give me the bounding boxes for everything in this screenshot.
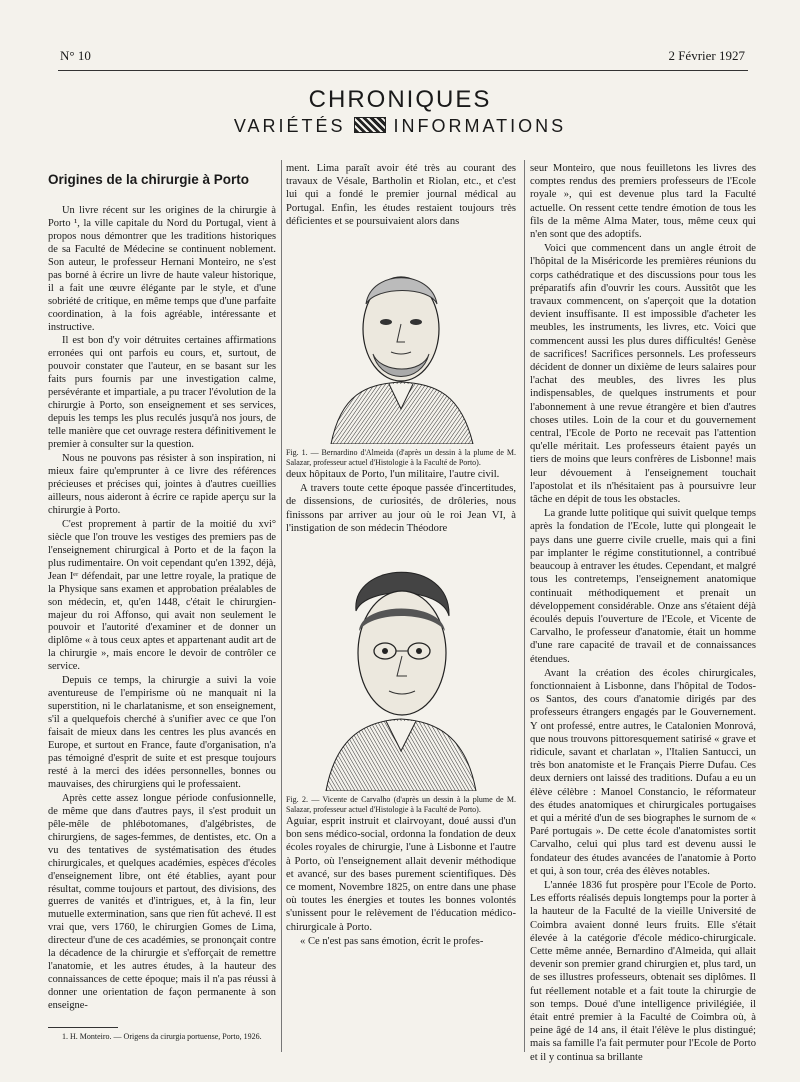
column-2 (286, 162, 516, 949)
paragraph: A travers toute cette époque passée d'incertitudes, de dissensions, de curiosités, de drôleries, nous finissons par arriver au jour où le roi Jean VI, à l'instigation de son médecin Théodore (286, 483, 516, 534)
paragraph: C'est proprement à partir de la moitié du xvi° siècle que l'on trouve les vestiges des premiers pas de l'enseignement chirurgical à Porto et de la façon la plus rudimentaire. On voit cependant qu'en 1392, déjà, Jean Iᵉʳ défendait, par une lettre royale, la pratique de la Physique sans examen et approbation préalables de son médecin, et, qu'en 1448, c'était le chirurgien-majeur du roi Affonso, qui avait non seulement le pouvoir et l'autorité d'examiner et de donner un diplôme « à tous ceux aptes et appartenant audit art de la chirurgie », mais encore le devoir de contrôler ce service. (48, 518, 276, 673)
paragraph: Avant la création des écoles chirurgicales, fonctionnaient à Lisbonne, dans l'hôpital de Todos-os Santos, des cours d'anatomie dirigés par des professeurs étrangers engagés par le Gouvernement. Y ont professé, entre autres, le Catalonien Monrová, que nous trouvons pittoresquement satirisé « grave et ridicule, savant et charlatan », l'Italien Santucci, un très bon anatomiste et le Français Pierre Dufau. Ces deux derniers ont laissé des traditions. Dufau a eu un élève célèbre : Manoel Constancio, le réformateur des études anatomiques et chirurgicales portugaises et qui a mérité d'un de ses biographes le surnom de « Paré portugais ». De cette école d'anatomistes sortit Carvalho, celui qui plus tard est devenu aussi le fondateur des études avancées de l'anatomie à Porto et qui, à son tour, créa des élèves notables. (530, 667, 756, 877)
paragraph: ment. Lima paraît avoir été très au courant des travaux de Vésale, Bartholin et Riolan, etc., et c'est lui qui a fondé le premier journal médical au Portugal. Enfin, les études restaient toujours très déficientes et se poursuivaient alors dans (286, 163, 516, 227)
portrait-almeida (311, 234, 491, 444)
portrait-carvalho-drawing (311, 541, 491, 791)
ornament-icon (354, 117, 386, 133)
paragraph: Voici que commencent dans un angle étroit de l'hôpital de la Miséricorde les premières réunions du corps cathédratique et des discussions pour tous les préparatifs afin d'ouvrir les cours. Aussitôt que les travaux commencent, on s'aperçoit que la dotation devient insuffisante. Il est impossible d'acheter les meubles, les instruments, les livres, etc. Voici que commencent aussi les plus dures difficultés! Genèse de sacrifices! Sacrifices personnels. Les professeurs décident de donner un dixième de leurs salaires pour l'achat des meubles, des livres les plus indispensables, de quelques instruments et pour l'abonnement à une revue étrangère et bien d'autres choses utiles. Loin de la cour et du gouvernement central, l'Ecole de Porto ne recevait pas l'attention qu'elle méritait. Les professeurs étaient payés un tiers de moins que leurs confrères de Lisbonne! mais leur dévouement à l'enseignement touchait l'apostolat et ils n'hésitaient pas à poursuivre leur tâche en dépit de tous les obstacles. (530, 243, 756, 506)
issue-number: N° 10 (60, 48, 91, 63)
column-rule (281, 160, 282, 1052)
masthead-left: VARIÉTÉS (233, 116, 346, 136)
paragraph: Nous ne pouvons pas résister à son inspiration, ni mieux faire qu'emprunter à ce livre des références précieuses et précises qui, jointes à d'autres cueillies ailleurs, nous aideront à écrire ce rapide aperçu sur la chirurgie à Porto. (48, 453, 276, 516)
paragraph: Aguiar, esprit instruit et clairvoyant, doué aussi d'un bon sens médico-social, ordonna la fondation de deux écoles royales de chirurgie, l'une à Lisbonne et l'autre à Porto, où l'enseignement allait devenir méthodique et avancé, sur des bases purement scientifiques. Dès ce moment, Novembre 1825, on entre dans une phase où toutes les énergies et toutes les bonnes volontés s'unissent pour le relèvement de l'éducation médico-chirurgicale à Porto. (286, 816, 516, 933)
paragraph: L'année 1836 fut prospère pour l'Ecole de Porto. Les efforts réalisés depuis longtemps pour la porter à la hauteur de la Faculté de la vieille Université de Coimbra avaient donné leurs fruits. Elle s'était élevée à la catégorie d'école médico-chirurgicale. Cette même année, Bernardino d'Almeida, qui allait devenir son premier grand chirurgien et, plus tard, un de ses illustres professeurs, obtenait ses diplômes. Il fut réellement notable et a fait toute la chirurgie de son temps. Doué d'une intelligence privilégiée, il était entré premier à la Faculté de Coimbra où, à peine âgé de 14 ans, il était l'élève le plus distingué; mais sa famille l'a fait permuter pour l'Ecole de Porto et il y continua sa brillante (530, 879, 756, 1063)
portrait-carvalho (311, 541, 491, 791)
portrait-almeida-drawing (311, 234, 491, 444)
column-rule (524, 160, 525, 1052)
footnote-rule (48, 1027, 118, 1028)
footnote: 1. H. Monteiro. — Origens da cirurgia portuense, Porto, 1926. (62, 1032, 262, 1042)
figure-caption: Fig. 2. — Vicente de Carvalho (d'après un dessin à la plume de M. Salazar, professeur actuel d'Histologie à la Faculté de Porto). (286, 795, 516, 814)
paragraph: Un livre récent sur les origines de la chirurgie à Porto ¹, la ville capitale du Nord du Portugal, vient à propos nous démontrer que les traditions historiques de sa Faculté de Médecine se continuent noblement. Son auteur, le professeur Hernani Monteiro, ne s'est pas borné à écrire un livre de haute valeur historique, il a fait une œuvre élégante par le style, et d'une sobriété de critique, en même temps que d'une parfaite coordination, à la fois agréable, intéressante et instructive. (48, 204, 276, 333)
masthead-title: CHRONIQUES (308, 86, 492, 113)
paragraph: deux hôpitaux de Porto, l'un militaire, l'autre civil. (286, 469, 500, 481)
paragraph: La grande lutte politique qui suivit quelque temps après la fondation de l'Ecole, lutte qui plongeait le pays dans une guerre civile cruelle, mais qui a fini par implanter le régime constitutionnel, a contribué beaucoup à entraver les études. Cependant, et malgré tous les contretemps, l'enseignement anatomique continuait méthodiquement et prenait un développement considérable. Onze ans s'étaient déjà écoulés depuis l'ouverture de l'Ecole, et Vicente de Carvalho, le professeur d'anatomie, était un homme d'une rare capacité de travail et de connaissances étendues. (530, 508, 756, 665)
paragraph: Depuis ce temps, la chirurgie a suivi la voie aventureuse de l'empirisme où ne manquait ni la superstition, ni le charlatanisme, et son enseignement, s'il a quelquefois cherché à s'unifier avec ce que l'on faisait de mieux dans les centres les plus avancés en Europe, et surtout en France, faute d'organisation, n'a pas témoigné d'esprit de suite et est presque toujours resté à la merci des idées personnelles, bonnes ou mauvaises, des chirurgiens qui le professaient. (48, 675, 276, 790)
figure-caption: Fig. 1. — Bernardino d'Almeida (d'après un dessin à la plume de M. Salazar, professeur actuel d'Histologie à la Faculté de Porto). (286, 448, 516, 467)
column-1 (48, 162, 276, 1043)
header-rule (58, 70, 748, 71)
paragraph: Après cette assez longue période confusionnelle, de même que dans d'autres pays, il s'est produit un pêle-mêle de phlébotomanes, d'algébristes, de chirurgiens, de sages-femmes, de dentistes, etc. On a vu des tentatives de systématisation des études chirurgicales, et quelques académies, espèces d'écoles d'enseignement libre, ont été établies, ayant pour résultat, comme toujours et partout, des divisions, des guerres de vanités et d'intrigues, et, à la fin, leur mutuelle extermination, sans que rien fût achevé. Il est vrai que, vers 1760, le chirurgien Gomes de Lima, directeur d'une de ces académies, se prononçait contre la décadence de la chirurgie et s'efforçait de remettre l'anatomie, et les autres études, à la hauteur des connaissances de cette époque; mais il n'a pas réussi à donner une orientation de façon permanente à son enseigne- (48, 792, 276, 1012)
column-3 (530, 162, 756, 1065)
paragraph: Il est bon d'y voir détruites certaines affirmations erronées qui ont parfois eu cours, et, surtout, de pouvoir constater que l'auteur, en se basant sur les faits purs fournis par une investigation calme, persévérante et impartiale, a pu tracer l'évolution de la chirurgie à Porto, son enseignement et ses services, depuis les temps les plus reculés jusqu'à nos jours, de telle manière que cet ouvrage restera définitivement le premier à consulter sur la question. (48, 335, 276, 451)
masthead-subtitle (0, 116, 800, 137)
paragraph: seur Monteiro, que nous feuilletons les livres des comptes rendus des premiers professeurs de l'Ecole royale », qui est devenue plus tard la Faculté actuelle. On ressent cette tendre émotion de tous les fils de la même Alma Mater, tous, même ceux qui n'en sont que des adoptifs. (530, 163, 756, 241)
paragraph: « Ce n'est pas sans émotion, écrit le profes- (300, 935, 484, 947)
masthead-right: INFORMATIONS (393, 116, 567, 136)
article-title: Origines de la chirurgie à Porto (48, 172, 250, 187)
issue-date: 2 Février 1927 (668, 48, 745, 63)
